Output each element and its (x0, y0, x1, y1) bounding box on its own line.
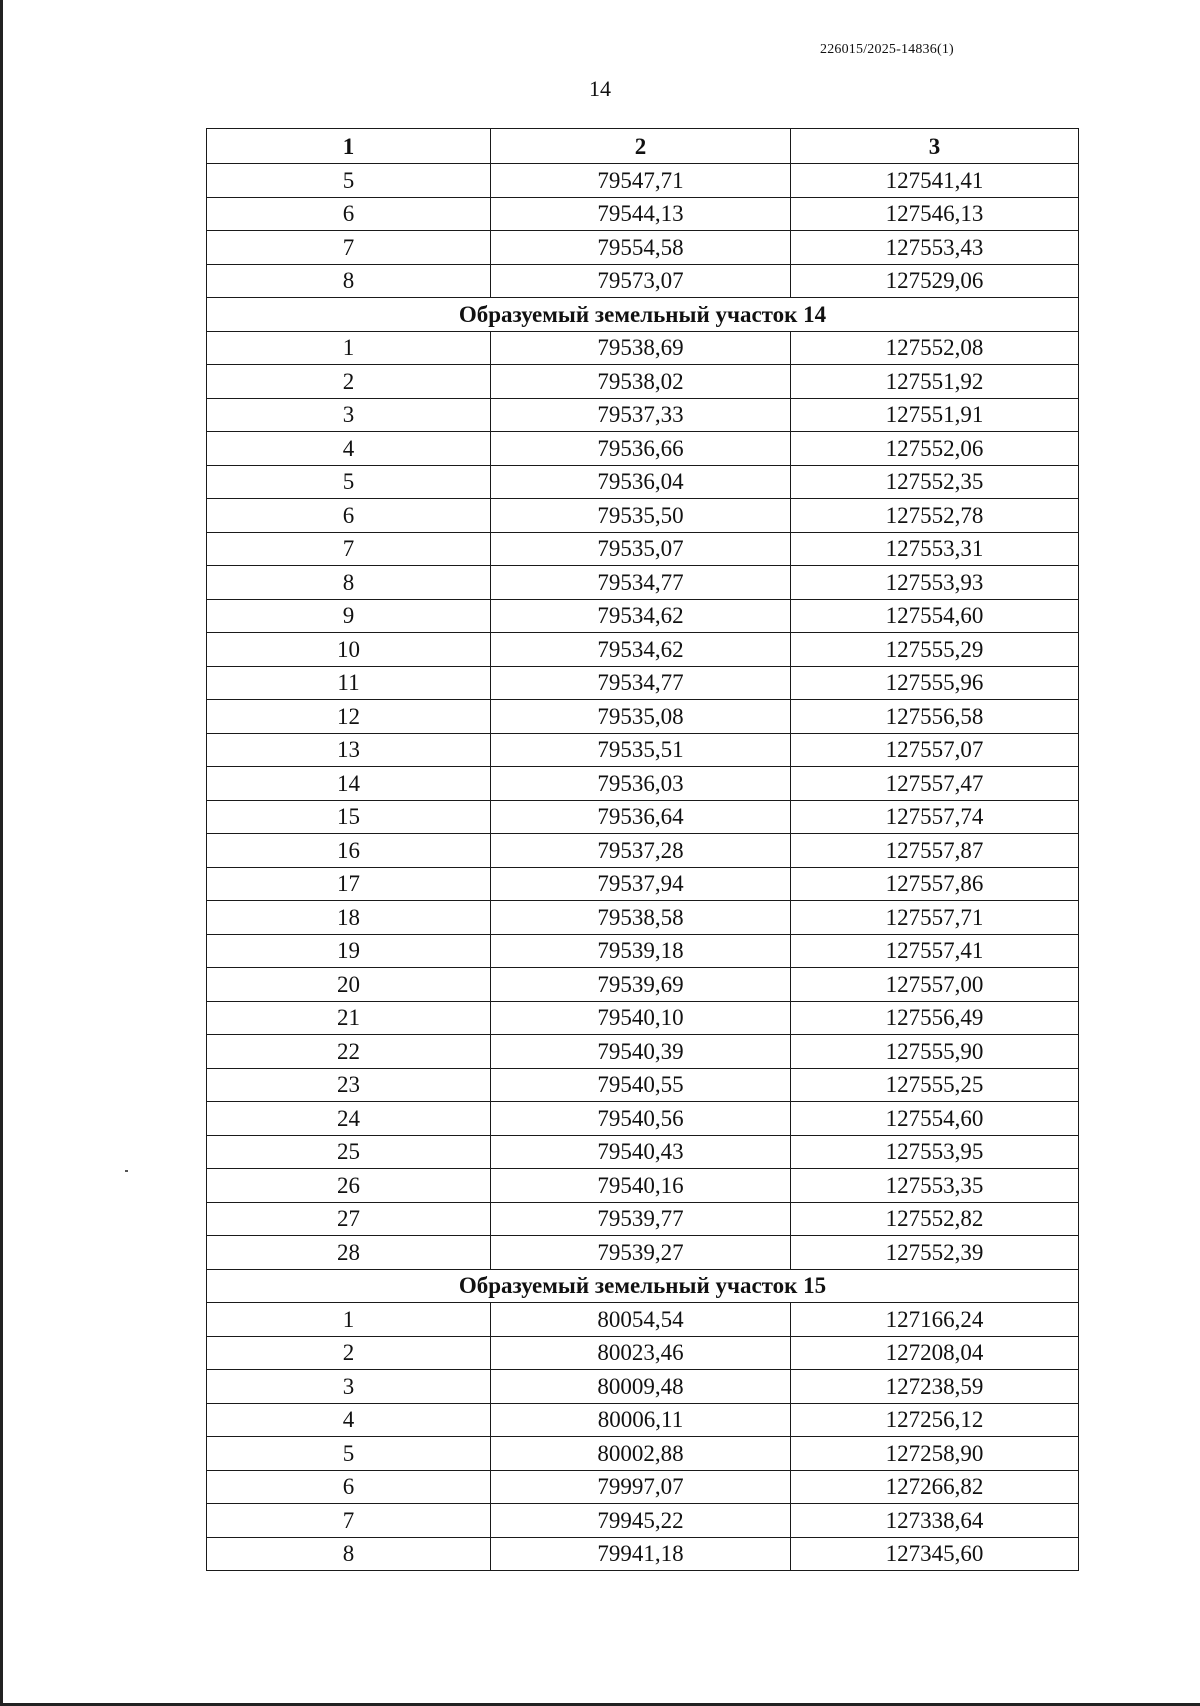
cell-y-coordinate: 127551,91 (791, 398, 1079, 432)
cell-x-coordinate: 79538,58 (491, 901, 791, 935)
cell-x-coordinate: 80023,46 (491, 1336, 791, 1370)
cell-y-coordinate: 127553,31 (791, 532, 1079, 566)
cell-x-coordinate: 79997,07 (491, 1470, 791, 1504)
section-title: Образуемый земельный участок 14 (207, 298, 1079, 332)
table-row (207, 164, 1079, 198)
cell-y-coordinate: 127552,35 (791, 465, 1079, 499)
cell-y-coordinate: 127553,43 (791, 231, 1079, 265)
cell-y-coordinate: 127555,96 (791, 666, 1079, 700)
cell-x-coordinate: 79539,69 (491, 968, 791, 1002)
cell-y-coordinate: 127552,06 (791, 432, 1079, 466)
cell-y-coordinate: 127555,90 (791, 1035, 1079, 1069)
cell-point-number: 9 (207, 599, 491, 633)
cell-point-number: 6 (207, 499, 491, 533)
cell-x-coordinate: 80054,54 (491, 1303, 791, 1337)
cell-y-coordinate: 127555,25 (791, 1068, 1079, 1102)
cell-point-number: 27 (207, 1202, 491, 1236)
table-row (207, 532, 1079, 566)
cell-point-number: 5 (207, 465, 491, 499)
table-row (207, 1336, 1079, 1370)
cell-y-coordinate: 127256,12 (791, 1403, 1079, 1437)
section-title: Образуемый земельный участок 15 (207, 1269, 1079, 1303)
cell-point-number: 5 (207, 1437, 491, 1471)
cell-x-coordinate: 79534,77 (491, 566, 791, 600)
table-row (207, 599, 1079, 633)
cell-y-coordinate: 127557,87 (791, 834, 1079, 868)
cell-point-number: 6 (207, 1470, 491, 1504)
cell-x-coordinate: 79538,02 (491, 365, 791, 399)
cell-x-coordinate: 79534,77 (491, 666, 791, 700)
cell-point-number: 8 (207, 566, 491, 600)
cell-point-number: 4 (207, 1403, 491, 1437)
cell-y-coordinate: 127529,06 (791, 264, 1079, 298)
cell-x-coordinate: 79547,71 (491, 164, 791, 198)
table-row (207, 867, 1079, 901)
cell-point-number: 23 (207, 1068, 491, 1102)
cell-x-coordinate: 79539,27 (491, 1236, 791, 1270)
cell-x-coordinate: 79536,66 (491, 432, 791, 466)
cell-point-number: 3 (207, 398, 491, 432)
cell-point-number: 5 (207, 164, 491, 198)
cell-point-number: 3 (207, 1370, 491, 1404)
table-row (207, 1135, 1079, 1169)
cell-y-coordinate: 127556,58 (791, 700, 1079, 734)
table-row (207, 834, 1079, 868)
cell-point-number: 16 (207, 834, 491, 868)
cell-x-coordinate: 79544,13 (491, 197, 791, 231)
cell-point-number: 2 (207, 365, 491, 399)
table-row (207, 1537, 1079, 1571)
table-row (207, 1303, 1079, 1337)
cell-point-number: 10 (207, 633, 491, 667)
table-row (207, 767, 1079, 801)
cell-x-coordinate: 79540,16 (491, 1169, 791, 1203)
table-row (207, 264, 1079, 298)
cell-y-coordinate: 127546,13 (791, 197, 1079, 231)
table-row (207, 197, 1079, 231)
table-row (207, 231, 1079, 265)
table-row (207, 733, 1079, 767)
cell-y-coordinate: 127557,07 (791, 733, 1079, 767)
cell-y-coordinate: 127557,71 (791, 901, 1079, 935)
column-header-y: 3 (791, 129, 1079, 164)
cell-y-coordinate: 127553,35 (791, 1169, 1079, 1203)
cell-point-number: 25 (207, 1135, 491, 1169)
table-row (207, 700, 1079, 734)
table-row (207, 1370, 1079, 1404)
table-row (207, 331, 1079, 365)
cell-x-coordinate: 80006,11 (491, 1403, 791, 1437)
table-row (207, 365, 1079, 399)
table-row (207, 1236, 1079, 1270)
cell-point-number: 1 (207, 1303, 491, 1337)
cell-point-number: 14 (207, 767, 491, 801)
table-row (207, 1437, 1079, 1471)
table-body (207, 164, 1079, 1571)
cell-y-coordinate: 127552,82 (791, 1202, 1079, 1236)
cell-y-coordinate: 127557,86 (791, 867, 1079, 901)
cell-point-number: 1 (207, 331, 491, 365)
table-row (207, 1068, 1079, 1102)
cell-point-number: 7 (207, 231, 491, 265)
section-title-row (207, 1269, 1079, 1303)
cell-y-coordinate: 127554,60 (791, 1102, 1079, 1136)
cell-y-coordinate: 127557,74 (791, 800, 1079, 834)
header-row (207, 129, 1079, 164)
cell-point-number: 28 (207, 1236, 491, 1270)
cell-y-coordinate: 127166,24 (791, 1303, 1079, 1337)
table-row (207, 1504, 1079, 1538)
cell-point-number: 12 (207, 700, 491, 734)
cell-x-coordinate: 79540,56 (491, 1102, 791, 1136)
cell-point-number: 8 (207, 264, 491, 298)
cell-point-number: 26 (207, 1169, 491, 1203)
cell-x-coordinate: 79539,18 (491, 934, 791, 968)
cell-point-number: 7 (207, 532, 491, 566)
cell-x-coordinate: 79536,64 (491, 800, 791, 834)
table-row (207, 934, 1079, 968)
cell-x-coordinate: 79535,08 (491, 700, 791, 734)
cell-y-coordinate: 127553,93 (791, 566, 1079, 600)
cell-x-coordinate: 79534,62 (491, 599, 791, 633)
cell-x-coordinate: 79539,77 (491, 1202, 791, 1236)
table-row (207, 1001, 1079, 1035)
table-row (207, 432, 1079, 466)
cell-x-coordinate: 79534,62 (491, 633, 791, 667)
coordinates-table (206, 128, 1079, 1571)
table-row (207, 465, 1079, 499)
column-header-point-number: 1 (207, 129, 491, 164)
cell-x-coordinate: 79535,07 (491, 532, 791, 566)
table-row (207, 1202, 1079, 1236)
table-row (207, 1169, 1079, 1203)
cell-y-coordinate: 127553,95 (791, 1135, 1079, 1169)
cell-point-number: 19 (207, 934, 491, 968)
cell-x-coordinate: 80002,88 (491, 1437, 791, 1471)
cell-point-number: 7 (207, 1504, 491, 1538)
table-row (207, 398, 1079, 432)
page-number: 14 (589, 76, 611, 101)
table-row (207, 566, 1079, 600)
cell-x-coordinate: 79535,51 (491, 733, 791, 767)
table-row (207, 901, 1079, 935)
cell-y-coordinate: 127557,47 (791, 767, 1079, 801)
cell-y-coordinate: 127345,60 (791, 1537, 1079, 1571)
table-row (207, 1403, 1079, 1437)
cell-y-coordinate: 127266,82 (791, 1470, 1079, 1504)
cell-y-coordinate: 127552,39 (791, 1236, 1079, 1270)
table-row (207, 1035, 1079, 1069)
cell-point-number: 4 (207, 432, 491, 466)
cell-y-coordinate: 127541,41 (791, 164, 1079, 198)
cell-y-coordinate: 127208,04 (791, 1336, 1079, 1370)
cell-point-number: 13 (207, 733, 491, 767)
document-number: 226015/2025-14836(1) (820, 42, 954, 57)
cell-point-number: 2 (207, 1336, 491, 1370)
cell-x-coordinate: 79540,43 (491, 1135, 791, 1169)
table-row (207, 1102, 1079, 1136)
cell-point-number: 20 (207, 968, 491, 1002)
table-row (207, 800, 1079, 834)
cell-point-number: 15 (207, 800, 491, 834)
cell-x-coordinate: 80009,48 (491, 1370, 791, 1404)
cell-y-coordinate: 127554,60 (791, 599, 1079, 633)
cell-y-coordinate: 127338,64 (791, 1504, 1079, 1538)
cell-x-coordinate: 79538,69 (491, 331, 791, 365)
cell-x-coordinate: 79941,18 (491, 1537, 791, 1571)
cell-point-number: 8 (207, 1537, 491, 1571)
cell-y-coordinate: 127555,29 (791, 633, 1079, 667)
cell-point-number: 22 (207, 1035, 491, 1069)
scan-speck (125, 1170, 128, 1172)
cell-x-coordinate: 79573,07 (491, 264, 791, 298)
cell-x-coordinate: 79536,03 (491, 767, 791, 801)
cell-x-coordinate: 79945,22 (491, 1504, 791, 1538)
cell-y-coordinate: 127552,08 (791, 331, 1079, 365)
table-row (207, 633, 1079, 667)
cell-point-number: 21 (207, 1001, 491, 1035)
table-row (207, 499, 1079, 533)
scan-edge-left (0, 0, 3, 1706)
cell-x-coordinate: 79537,28 (491, 834, 791, 868)
table-header (207, 129, 1079, 164)
column-header-x: 2 (491, 129, 791, 164)
table-row (207, 1470, 1079, 1504)
cell-y-coordinate: 127551,92 (791, 365, 1079, 399)
cell-y-coordinate: 127557,00 (791, 968, 1079, 1002)
cell-y-coordinate: 127557,41 (791, 934, 1079, 968)
cell-point-number: 11 (207, 666, 491, 700)
cell-x-coordinate: 79554,58 (491, 231, 791, 265)
cell-point-number: 6 (207, 197, 491, 231)
cell-x-coordinate: 79535,50 (491, 499, 791, 533)
cell-point-number: 17 (207, 867, 491, 901)
cell-x-coordinate: 79537,33 (491, 398, 791, 432)
cell-x-coordinate: 79540,39 (491, 1035, 791, 1069)
table-row (207, 666, 1079, 700)
table-row (207, 968, 1079, 1002)
cell-point-number: 24 (207, 1102, 491, 1136)
cell-x-coordinate: 79536,04 (491, 465, 791, 499)
cell-point-number: 18 (207, 901, 491, 935)
cell-y-coordinate: 127556,49 (791, 1001, 1079, 1035)
cell-y-coordinate: 127552,78 (791, 499, 1079, 533)
cell-y-coordinate: 127258,90 (791, 1437, 1079, 1471)
cell-y-coordinate: 127238,59 (791, 1370, 1079, 1404)
cell-x-coordinate: 79540,55 (491, 1068, 791, 1102)
section-title-row (207, 298, 1079, 332)
cell-x-coordinate: 79537,94 (491, 867, 791, 901)
cell-x-coordinate: 79540,10 (491, 1001, 791, 1035)
